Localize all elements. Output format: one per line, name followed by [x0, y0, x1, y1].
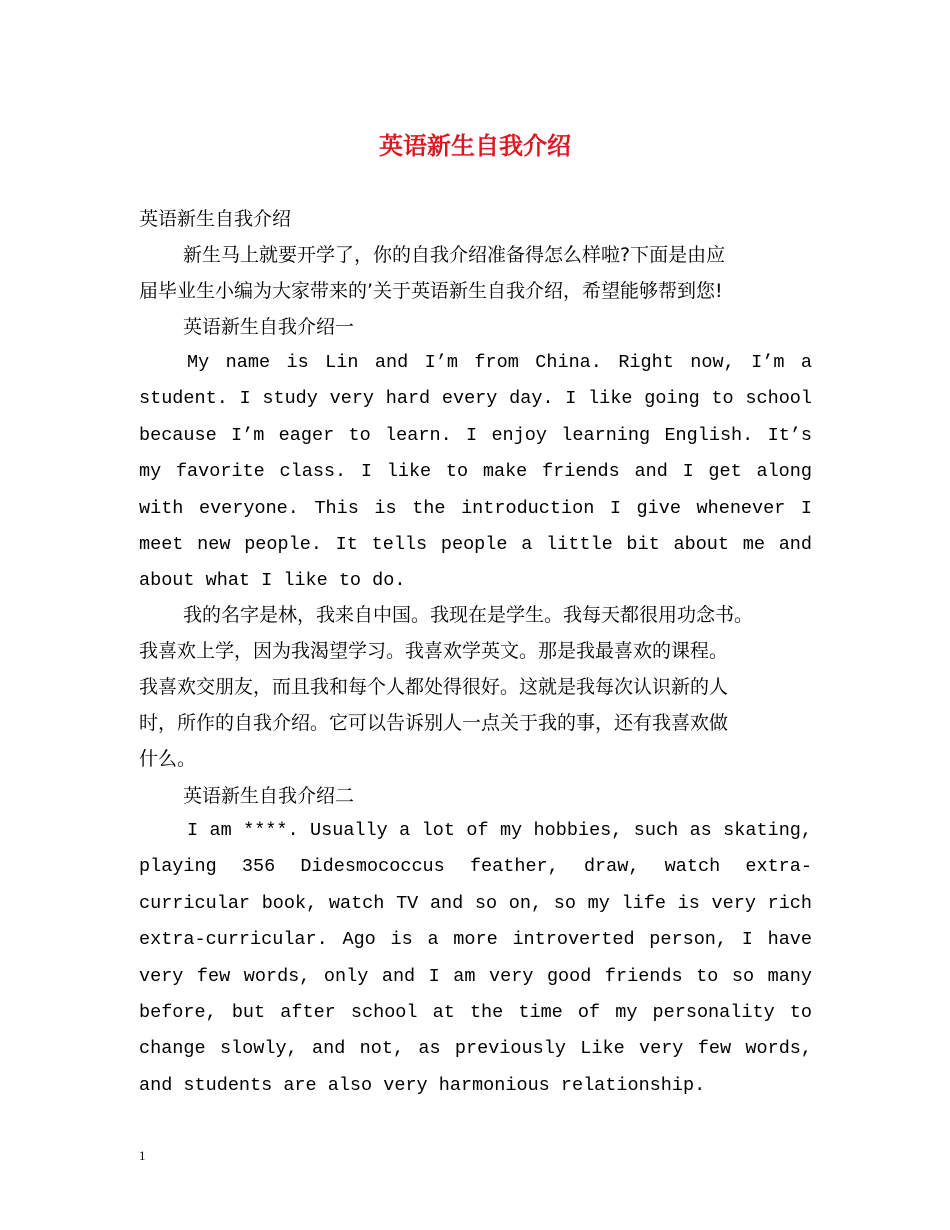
section-1-chinese-line-2: 我喜欢上学，因为我渴望学习。我喜欢学英文。那是我最喜欢的课程。: [139, 640, 729, 662]
section-1-chinese-line-3: 我喜欢交朋友，而且我和每个人都处得很好。这就是我每次认识新的人: [139, 676, 729, 698]
section-2-heading: 英语新生自我介绍二: [183, 785, 355, 807]
section-1-chinese-line-4: 时，所作的自我介绍。它可以告诉别人一点关于我的事，还有我喜欢做: [139, 712, 729, 734]
intro-line-1: 新生马上就要开学了，你的自我介绍准备得怎么样啦?下面是由应: [183, 244, 726, 266]
intro-line-2: 届毕业生小编为大家带来的’关于英语新生自我介绍，希望能够帮到您!: [139, 280, 723, 302]
section-1-english-paragraph: My name is Lin and I’m from China. Right now, I’m a student. I study very hard every day. I like going to school because I’m eager to learn. I enjoy learning English. It’s my favorite class. I like to make friends and I get along with everyone. This is the introduction I give whenever I meet new people. It tells people a little bit about me and about what I like to do.: [139, 352, 812, 592]
section-1-chinese-line-1: 我的名字是林，我来自中国。我现在是学生。我每天都很用功念书。: [183, 604, 754, 626]
section-1-heading: 英语新生自我介绍一: [183, 316, 355, 338]
subtitle: 英语新生自我介绍: [139, 208, 292, 230]
page-number: 1: [139, 1148, 146, 1163]
section-2-english-paragraph: I am ****. Usually a lot of my hobbies, such as skating, playing 356 Didesmococcus feather, draw, watch extra-curricular book, watch TV and so on, so my life is very rich extra-curricular. Ago is a more introverted person, I have very few words, only and I am very good friends to so many before, but after school at the time of my personality to change slowly, and not, as previously Like very few words, and students are also very harmonious relationship.: [139, 820, 812, 1096]
section-1-chinese-line-5: 什么。: [139, 748, 197, 770]
document-title: 英语新生自我介绍: [379, 131, 571, 160]
